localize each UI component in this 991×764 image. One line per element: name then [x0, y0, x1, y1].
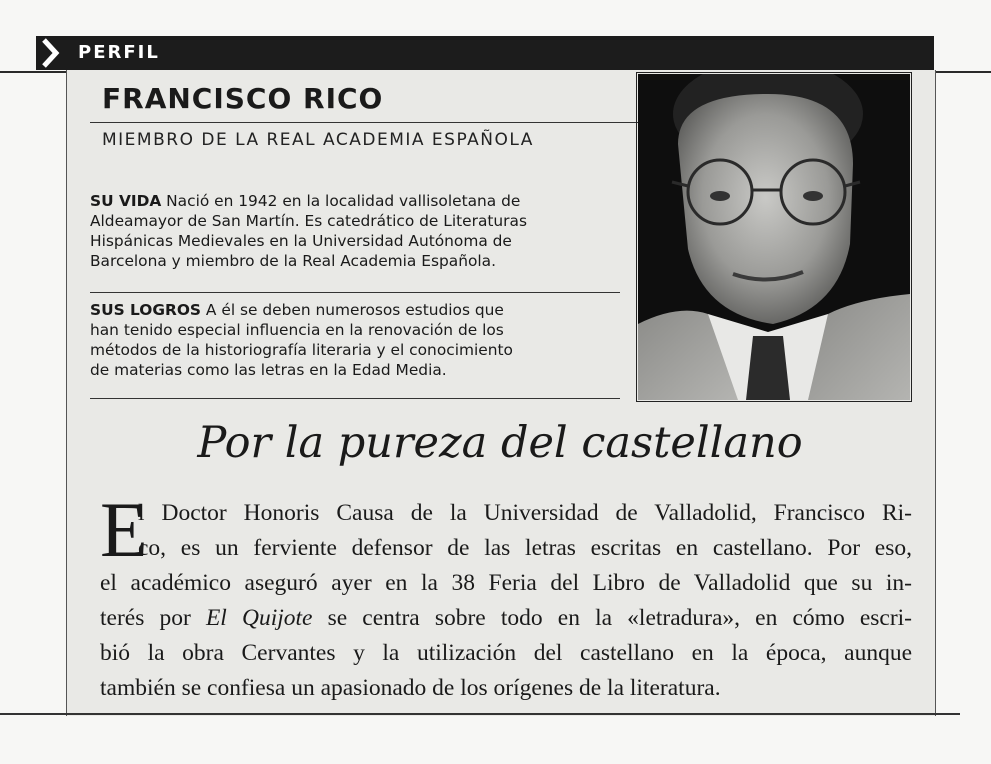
bio-divider	[90, 398, 620, 399]
bio-line: Barcelona y miembro de la Real Academia Española.	[90, 252, 496, 270]
bio-divider	[90, 292, 620, 293]
body-line: bió la obra Cervantes y la utilización del castellano en la época, aunque	[100, 640, 912, 666]
book-title: El Quijote	[205, 605, 313, 631]
bio-text: Nació en 1942 en la localidad vallisoletana de	[161, 192, 521, 210]
bio-line	[90, 191, 630, 211]
body-line: l Doctor Honoris Causa de la Universidad de Valladolid, Francisco Ri-	[138, 500, 912, 526]
body-text: terés por	[100, 605, 206, 631]
body-text: se centra sobre todo en la «letradura», en cómo escri-	[312, 605, 913, 631]
profile-name: FRANCISCO RICO	[102, 82, 384, 115]
body-line: también se confiesa un apasionado de los orígenes de la literatura.	[100, 675, 721, 701]
chevron-right-icon	[40, 38, 62, 68]
article-body	[100, 486, 913, 706]
bio-life	[90, 191, 630, 271]
bio-line: Aldeamayor de San Martín. Es catedrático de Literaturas	[90, 212, 527, 230]
body-line: co, es un ferviente defensor de las letras escritas en castellano. Por eso,	[138, 535, 912, 561]
portrait-photo	[638, 74, 910, 400]
bio-lead: SUS LOGROS	[90, 301, 202, 319]
body-line	[100, 601, 912, 636]
bio-line: han tenido especial influencia en la renovación de los	[90, 321, 504, 339]
drop-cap: E	[100, 486, 148, 573]
bottom-rule	[0, 713, 960, 715]
article-headline: Por la pureza del castellano	[197, 418, 803, 468]
bio-text: A él se deben numerosos estudios que	[201, 301, 504, 319]
bio-achievements	[90, 300, 630, 380]
section-header-bar	[36, 36, 934, 70]
bio-line: métodos de la historiografía literaria y el conocimiento	[90, 341, 513, 359]
bio-lead: SU VIDA	[90, 192, 162, 210]
profile-role: MIEMBRO DE LA REAL ACADEMIA ESPAÑOLA	[102, 130, 534, 150]
name-divider	[90, 122, 638, 123]
bio-line	[90, 300, 630, 320]
section-label: PERFIL	[78, 42, 160, 63]
bio-line: de materias como las letras en la Edad Media.	[90, 361, 447, 379]
body-line: el académico aseguró ayer en la 38 Feria del Libro de Valladolid que su in-	[100, 570, 912, 596]
bio-line: Hispánicas Medievales en la Universidad Autónoma de	[90, 232, 512, 250]
